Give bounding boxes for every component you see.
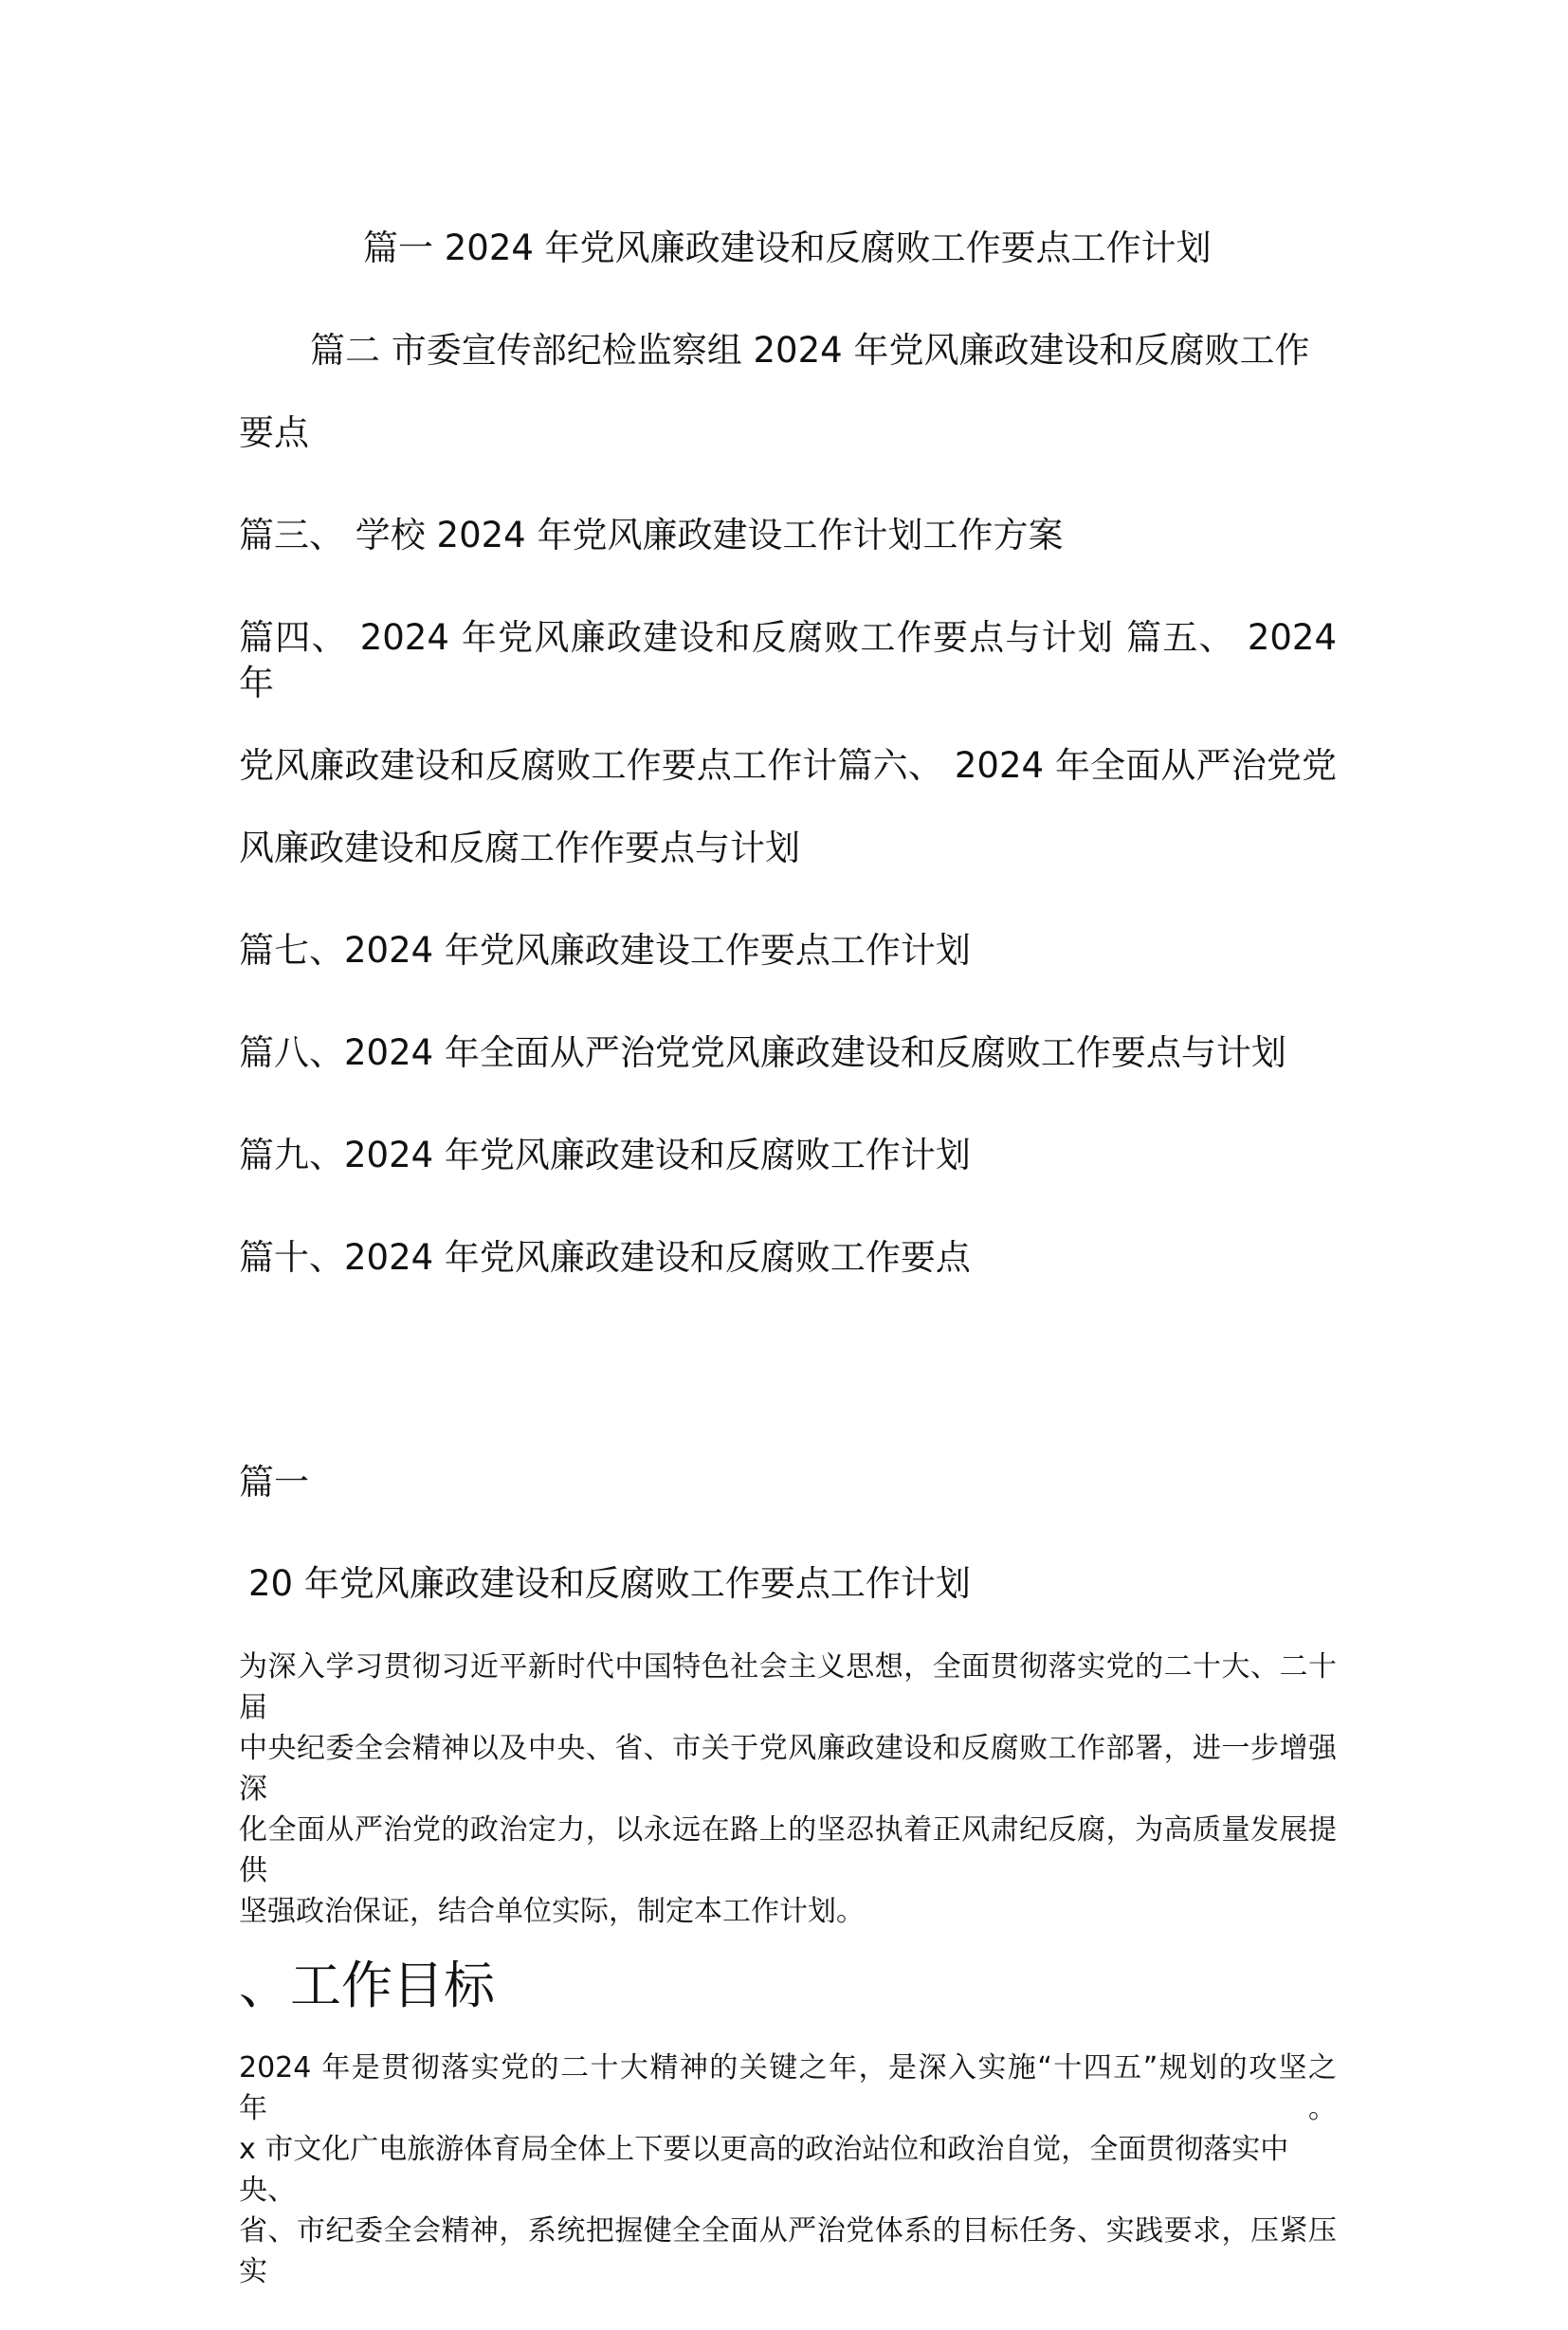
intro-line: 中央纪委全会精神以及中央、省、市关于党风廉政建设和反腐败工作部署，进一步增强深 xyxy=(239,1732,1337,1806)
body-line: x 市文化广电旅游体育局全体上下要以更高的政治站位和政治自觉，全面贯彻落实中央、 xyxy=(239,2133,1289,2207)
article-title: 20 年党风廉政建设和反腐败工作要点工作计划 xyxy=(248,1563,971,1604)
intro-line: 为深入学习贯彻习近平新时代中国特色社会主义思想，全面贯彻落实党的二十大、二十届 xyxy=(239,1650,1337,1724)
intro-line: 坚强政治保证，结合单位实际，制定本工作计划。 xyxy=(239,1895,865,1928)
toc-item-10: 篇十、2024 年党风廉政建设和反腐败工作要点 xyxy=(239,1237,971,1278)
toc-item-2-cont: 要点 xyxy=(239,412,309,453)
section-heading: 、工作目标 xyxy=(239,1956,495,2015)
toc-item-8: 篇八、2024 年全面从严治党党风廉政建设和反腐败工作要点与计划 xyxy=(239,1032,1286,1073)
body-line: 2024 年是贯彻落实党的二十大精神的关键之年，是深入实施“十四五”规划的攻坚之年。 xyxy=(239,2051,1337,2125)
article xyxy=(239,1460,1337,2292)
toc-item-6: 风廉政建设和反腐工作作要点与计划 xyxy=(239,828,800,868)
part-label: 篇一 xyxy=(239,1462,309,1502)
body-line: 省、市纪委全会精神，系统把握健全全面从严治党体系的目标任务、实践要求，压紧压实 xyxy=(239,2214,1337,2288)
toc-item-9: 篇九、2024 年党风廉政建设和反腐败工作计划 xyxy=(239,1135,971,1175)
toc-item-4: 篇四、 2024 年党风廉政建设和反腐败工作要点与计划 篇五、 2024 年 xyxy=(239,617,1337,703)
toc-item-1: 篇一 2024 年党风廉政建设和反腐败工作要点工作计划 xyxy=(363,228,1212,268)
toc xyxy=(239,226,1337,1281)
toc-item-2: 篇二 市委宣传部纪检监察组 2024 年党风廉政建设和反腐败工作 xyxy=(310,330,1310,371)
toc-item-7: 篇七、2024 年党风廉政建设工作要点工作计划 xyxy=(239,930,971,971)
toc-item-5: 党风廉政建设和反腐败工作要点工作计篇六、 2024 年全面从严治党党 xyxy=(239,745,1337,786)
intro-line: 化全面从严治党的政治定力，以永远在路上的坚忍执着正风肃纪反腐，为高质量发展提供 xyxy=(239,1813,1337,1887)
toc-item-3: 篇三、 学校 2024 年党风廉政建设工作计划工作方案 xyxy=(239,515,1064,555)
